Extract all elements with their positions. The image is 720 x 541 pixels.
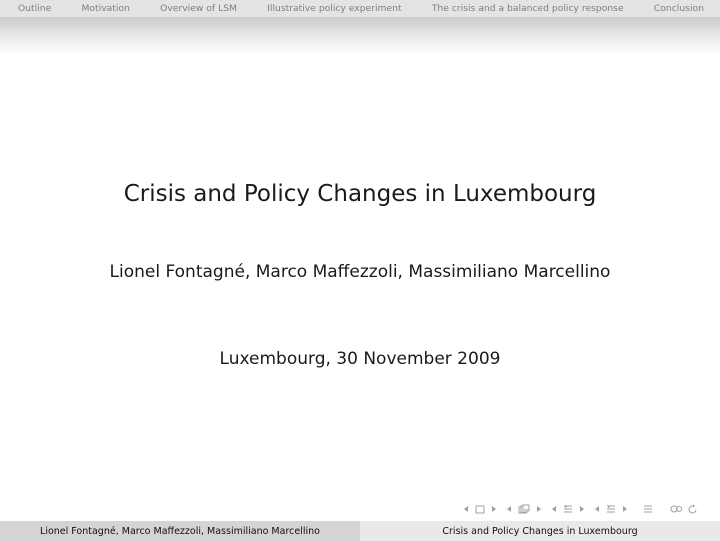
nav-section-icon[interactable] [563,504,573,514]
nav-subsection-prev-icon[interactable] [506,505,512,513]
nav-document-icon[interactable] [643,504,653,514]
nav-subsection-next-icon[interactable] [536,505,542,513]
slide-footer [0,521,720,541]
footer-title: Crisis and Policy Changes in Luxembourg [360,521,720,541]
slide-authors: Lionel Fontagné, Marco Maffezzoli, Massimiliano Marcellino [109,262,611,282]
nav-subsection-icon[interactable] [518,504,530,514]
nav-frame-next-icon[interactable] [491,505,497,513]
nav-item-motivation[interactable]: Motivation [81,3,130,14]
nav-item-overview-of-lsm[interactable]: Overview of LSM [160,3,237,14]
nav-item-outline[interactable]: Outline [18,3,52,14]
nav-undo-icon[interactable] [688,504,698,514]
nav-item-crisis-policy-response[interactable]: The crisis and a balanced policy response [431,3,624,14]
header-shadow [0,17,720,55]
nav-item-illustrative-policy-experiment[interactable]: Illustrative policy experiment [267,3,402,14]
nav-chapter-icon[interactable] [606,504,616,514]
nav-section-next-icon[interactable] [579,505,585,513]
slide-title: Crisis and Policy Changes in Luxembourg [123,181,597,207]
section-navigation-bar [0,0,720,17]
nav-frame-icon[interactable] [475,505,485,514]
nav-item-conclusion[interactable]: Conclusion [653,3,704,14]
nav-search-icon[interactable] [670,504,682,514]
nav-chapter-prev-icon[interactable] [594,505,600,513]
nav-section-prev-icon[interactable] [551,505,557,513]
nav-frame-prev-icon[interactable] [463,505,469,513]
footer-authors: Lionel Fontagné, Marco Maffezzoli, Massimiliano Marcellino [0,521,360,541]
slide-date: Luxembourg, 30 November 2009 [219,349,501,369]
beamer-navigation-symbols [460,502,701,516]
nav-chapter-next-icon[interactable] [622,505,628,513]
